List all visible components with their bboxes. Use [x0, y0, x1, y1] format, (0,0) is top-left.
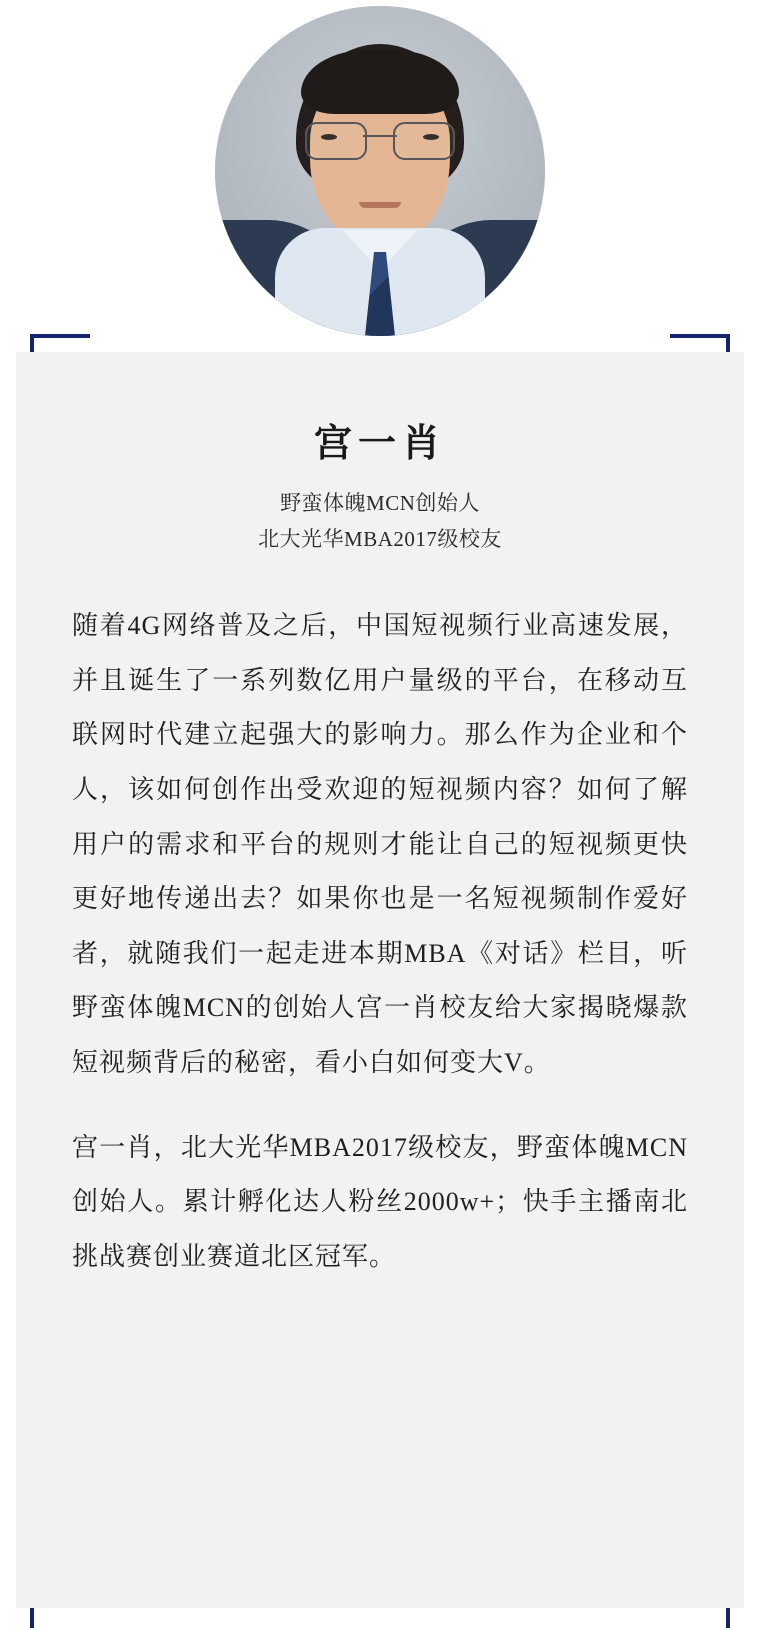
glasses-bridge	[363, 135, 397, 137]
profile-card-wrapper	[0, 352, 760, 1608]
article-paragraph: 宫一肖，北大光华MBA2017级校友，野蛮体魄MCN创始人。累计孵化达人粉丝2000w+；快手主播南北挑战赛创业赛道北区冠军。	[72, 1132, 688, 1271]
portrait-fringe-icon	[301, 50, 459, 114]
profile-title-line-2: 北大光华MBA2017级校友	[258, 527, 502, 552]
glasses-lens-right	[393, 122, 455, 160]
glasses-lens-left	[305, 122, 367, 160]
profile-name: 宫一肖	[313, 423, 446, 465]
profile-card	[16, 352, 744, 1608]
portrait-glasses-icon	[305, 122, 455, 156]
portrait-area	[0, 0, 760, 352]
article-paragraph: 随着4G网络普及之后，中国短视频行业高速发展，并且诞生了一系列数亿用户量级的平台，在移动互联网时代建立起强大的影响力。那么作为企业和个人，该如何创作出受欢迎的短视频内容？如何了解用户的需求和平台的规则才能让自己的短视频更快更好地传递出去？如果你也是一名短视频制作爱好者，就随我们一起走进本期MBA《对话》栏目，听野蛮体魄MCN的创始人宫一肖校友给大家揭晓爆款短视频背后的秘密，看小白如何变大V。	[72, 611, 688, 1077]
profile-title-line-1: 野蛮体魄MCN创始人	[280, 491, 480, 515]
avatar	[215, 6, 545, 336]
portrait-mouth-icon	[359, 202, 401, 208]
